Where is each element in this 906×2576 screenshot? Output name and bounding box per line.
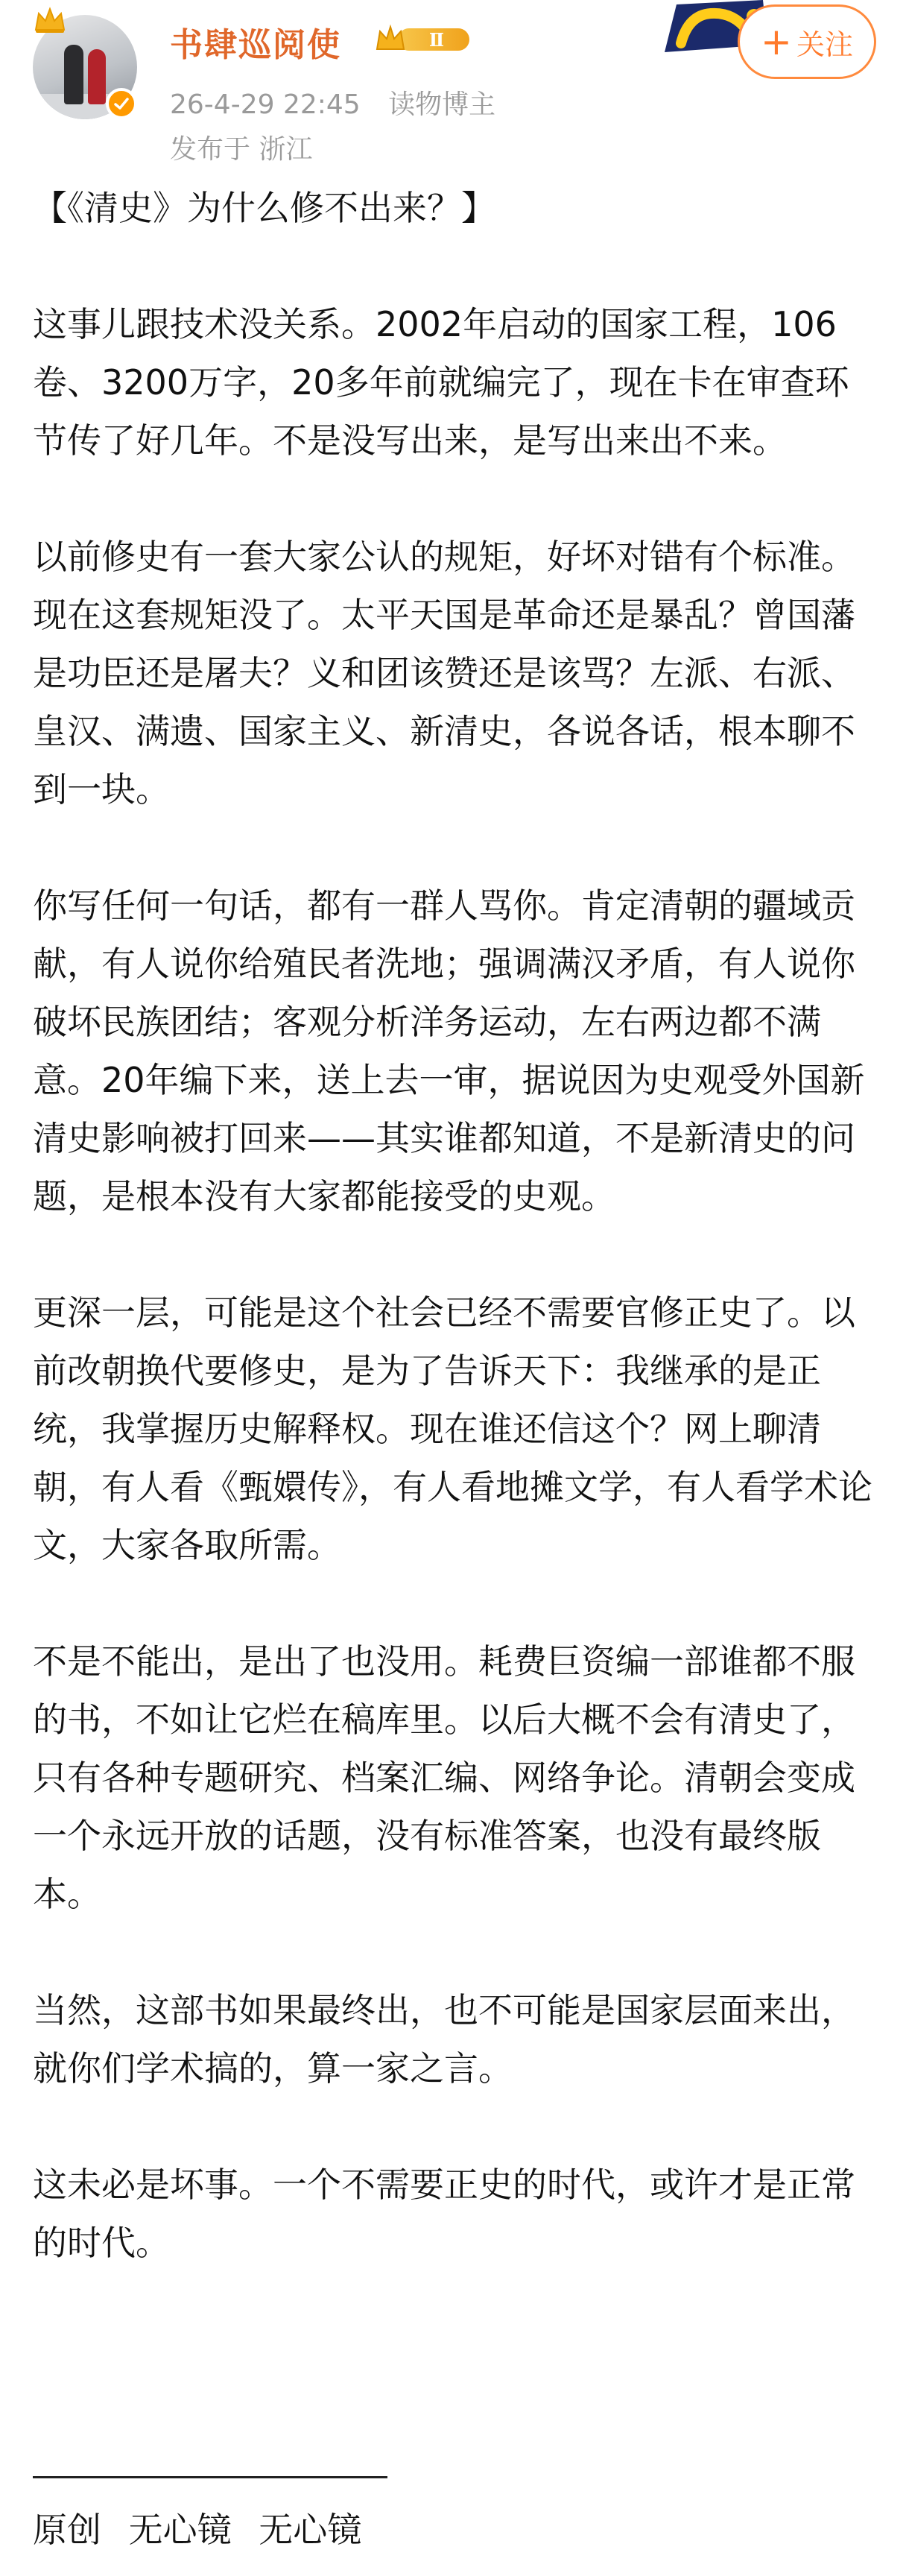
- crown-icon: [33, 4, 67, 34]
- paragraph-4: 更深一层，可能是这个社会已经不需要官修正史了。以前改朝换代要修史，是为了告诉天下：我继承的是正统，我掌握历史解释权。现在谁还信这个？网上聊清朝，有人看《甄嬛传》，有人看地摊文学，有人看学术论文，大家各取所需。: [33, 1292, 872, 1565]
- paragraph-2: 以前修史有一套大家公认的规矩，好坏对错有个标准。现在这套规矩没了。太平天国是革命还是暴乱？曾国藩是功臣还是屠夫？义和团该赞还是该骂？左派、右派、皇汉、满遗、国家主义、新清史，各说各话，根本聊不到一块。: [33, 537, 855, 809]
- paragraph-5: 不是不能出，是出了也没用。耗费巨资编一部谁都不服的书，不如让它烂在稿库里。以后大概不会有清史了，只有各种专题研究、档案汇编、网络争论。清朝会变成一个永远开放的话题，没有标准答案，也没有最终版本。: [33, 1641, 855, 1914]
- footer-tag-source[interactable]: 无心镜: [128, 2510, 232, 2550]
- avatar[interactable]: [33, 15, 137, 119]
- post-timestamp: 26-4-29 22:45: [170, 89, 361, 120]
- level-badge-text: Ⅱ: [428, 29, 445, 51]
- follow-button[interactable]: [738, 4, 876, 79]
- footer-tags: [33, 2503, 378, 2552]
- post-location: 发布于 浙江: [170, 134, 313, 165]
- verified-icon: [106, 88, 137, 119]
- post-header: [0, 0, 906, 171]
- plus-icon: +: [761, 20, 792, 63]
- author-tag: 读物博主: [388, 89, 496, 120]
- post-meta: [170, 83, 515, 121]
- footer-tag-original: 原创: [33, 2510, 101, 2550]
- paragraph-6: 当然，这部书如果最终出，也不可能是国家层面来出，就你们学术搞的，算一家之言。: [33, 1990, 855, 2089]
- footer-tag-source-2[interactable]: 无心镜: [259, 2510, 362, 2550]
- follow-label: 关注: [796, 28, 853, 61]
- level-badge-icon[interactable]: [373, 22, 472, 57]
- post-body: [33, 179, 882, 2330]
- paragraph-7: 这未必是坏事。一个不需要正史的时代，或许才是正常的时代。: [33, 2165, 855, 2263]
- paragraph-3: 你写任何一句话，都有一群人骂你。肯定清朝的疆域贡献，有人说你给殖民者洗地；强调满汉矛盾，有人说你破坏民族团结；客观分析洋务运动，左右两边都不满意。20年编下来，送上去一审，据说因为史观受外国新清史影响被打回来——其实谁都知道，不是新清史的问题，是根本没有大家都能接受的史观。: [33, 886, 865, 1216]
- paragraph-1: 这事儿跟技术没关系。2002年启动的国家工程，106卷、3200万字，20多年前就编完了，现在卡在审查环节传了好几年。不是没写出来，是写出来出不来。: [33, 304, 849, 461]
- footer-divider: [33, 2476, 387, 2478]
- post-title: 【《清史》为什么修不出来？】: [33, 188, 495, 228]
- author-name[interactable]: 书肆巡阅使: [170, 26, 341, 64]
